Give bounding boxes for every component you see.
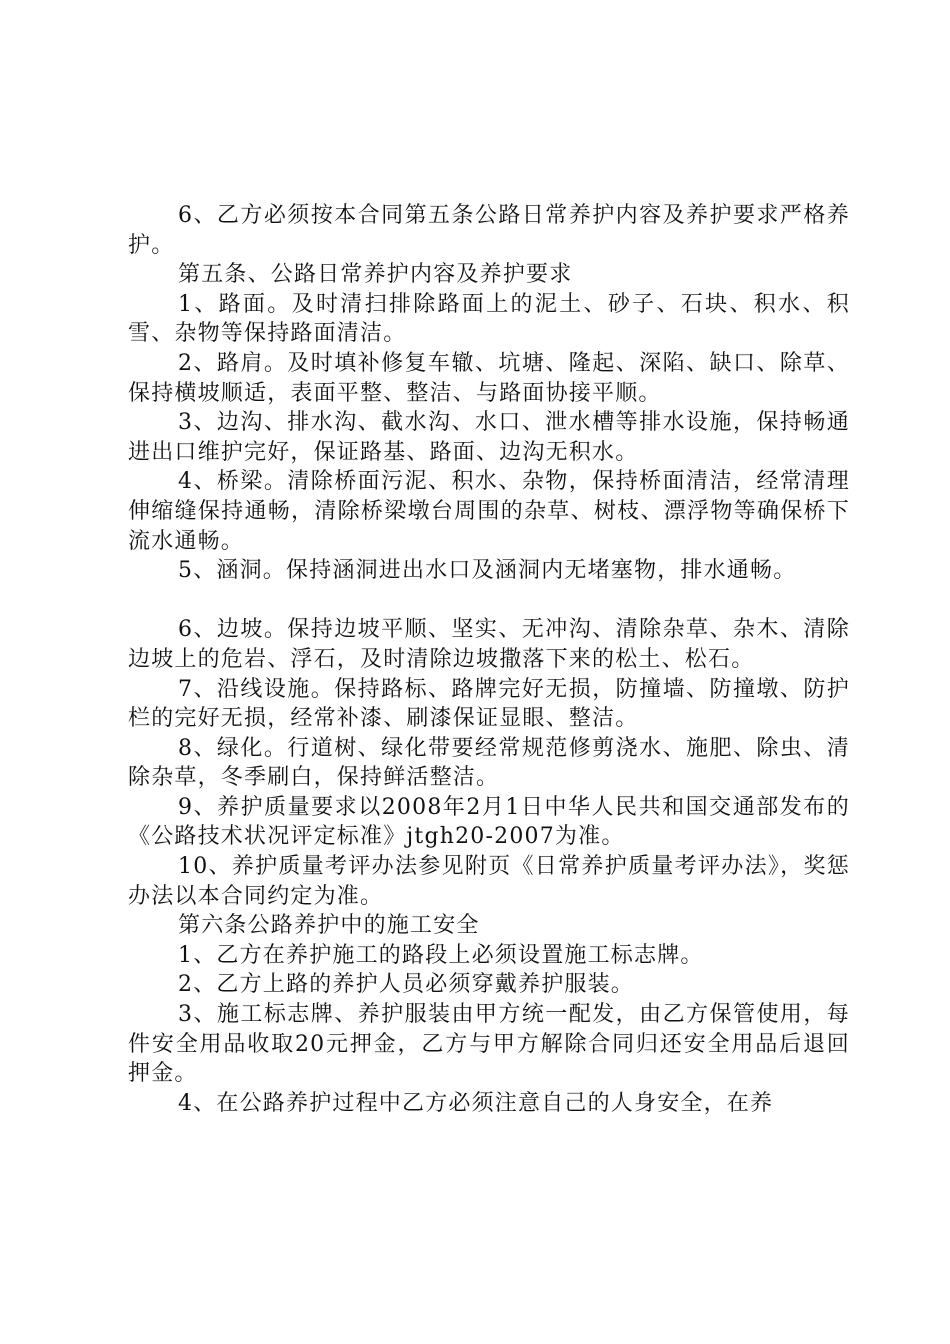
paragraph: 6、乙方必须按本合同第五条公路日常养护内容及养护要求严格养护。: [128, 203, 850, 258]
paragraph: 3、施工标志牌、养护服装由甲方统一配发，由乙方保管使用，每件安全用品收取20元押金，乙方与甲方解除合同归还安全用品后退回押金。: [128, 1002, 850, 1087]
paragraph: 4、桥梁。清除桥面污泥、积水、杂物，保持桥面清洁，经常清理伸缩缝保持通畅，清除桥梁墩台周围的杂草、树枝、漂浮物等确保桥下流水通畅。: [128, 469, 850, 554]
section-heading: 第六条公路养护中的施工安全: [178, 913, 480, 939]
paragraph: 4、在公路养护过程中乙方必须注意自己的人身安全，在养: [178, 1090, 774, 1116]
paragraph: 7、沿线设施。保持路标、路牌完好无损，防撞墙、防撞墩、防护栏的完好无损，经常补漆、刷漆保证显眼、整洁。: [128, 676, 850, 732]
paragraph: 9、养护质量要求以2008年2月1日中华人民共和国交通部发布的《公路技术状况评定标准》jtgh20-2007为准。: [128, 794, 850, 850]
paragraph: 1、乙方在养护施工的路段上必须设置施工标志牌。: [178, 942, 704, 968]
document-body: [128, 201, 850, 1118]
paragraph: 6、边坡。保持边坡平顺、坚实、无冲沟、清除杂草、杂木、清除边坡上的危岩、浮石，及时清除边坡撒落下来的松土、松石。: [128, 617, 850, 672]
paragraph: 10、养护质量考评办法参见附页《日常养护质量考评办法》，奖惩办法以本合同约定为准。: [128, 854, 850, 909]
section-heading: 第五条、公路日常养护内容及养护要求: [178, 262, 573, 288]
paragraph: 1、路面。及时清扫排除路面上的泥土、砂子、石块、积水、积雪、杂物等保持路面清洁。: [128, 291, 850, 347]
paragraph: 2、乙方上路的养护人员必须穿戴养护服装。: [178, 972, 634, 998]
paragraph: 3、边沟、排水沟、截水沟、水口、泄水槽等排水设施，保持畅通进出口维护完好，保证路基、路面、边沟无积水。: [128, 410, 850, 465]
paragraph: 2、路肩。及时填补修复车辙、坑塘、隆起、深陷、缺口、除草、保持横坡顺适，表面平整、整洁、与路面协接平顺。: [128, 350, 850, 406]
paragraph: 8、绿化。行道树、绿化带要经常规范修剪浇水、施肥、除虫、清除杂草，冬季刷白，保持鲜活整洁。: [128, 735, 850, 791]
paragraph: 5、涵洞。保持涵洞进出水口及涵洞内无堵塞物，排水通畅。: [178, 558, 797, 584]
blank-line: [128, 586, 850, 616]
